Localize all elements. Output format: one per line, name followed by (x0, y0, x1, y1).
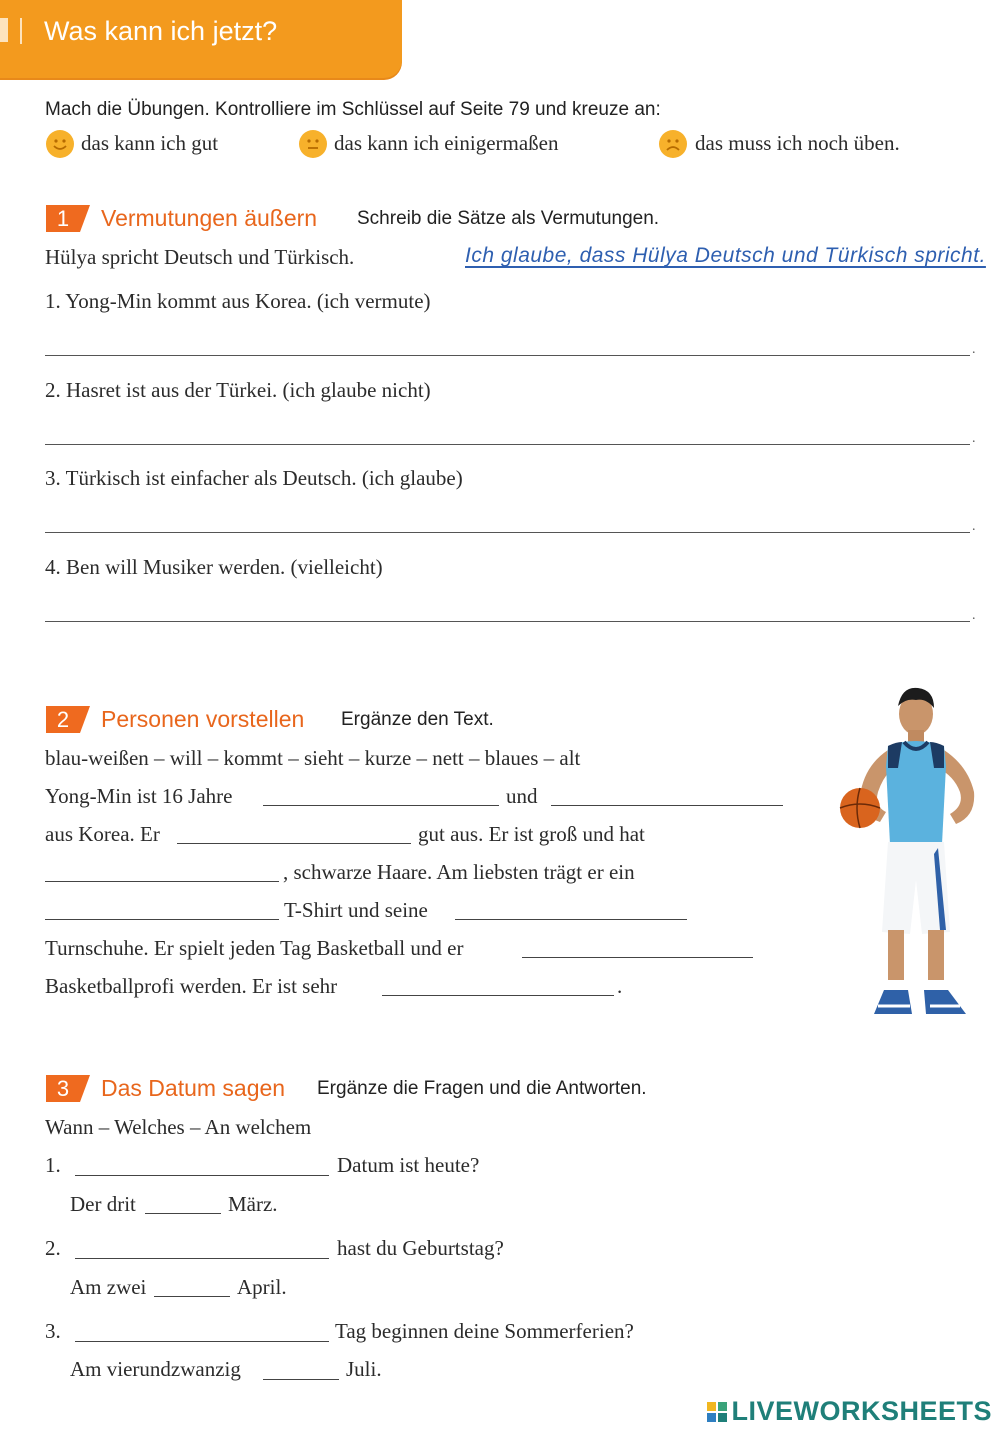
example-answer: Ich glaube, dass Hülya Deutsch und Türkisch spricht. (465, 244, 986, 267)
exercise-1-item-2: 2. Hasret ist aus der Türkei. (ich glaube nicht) (45, 378, 431, 402)
section-3-badge: 3 (46, 1075, 80, 1102)
section-1-title: Vermutungen äußern (101, 205, 318, 231)
answer-2-end: April. (237, 1275, 287, 1299)
section-2-badge: 2 (46, 706, 80, 733)
blank-field[interactable] (522, 957, 753, 958)
rating-label-practice: das muss ich noch üben. (695, 131, 900, 155)
word-bank-2: blau-weißen – will – kommt – sieht – kurze – nett – blaues – alt (45, 746, 581, 770)
question-3-number: 3. (45, 1319, 61, 1343)
blank-field[interactable] (75, 1258, 329, 1259)
section-1-badge: 1 (46, 205, 80, 232)
text-line-2a: aus Korea. Er (45, 822, 160, 846)
period-mark: . (972, 608, 976, 623)
exercise-1-item-1: 1. Yong-Min kommt aus Korea. (ich vermute) (45, 289, 431, 313)
blank-field[interactable] (75, 1175, 329, 1176)
blank-field[interactable] (382, 995, 614, 996)
exercise-1-item-4: 4. Ben will Musiker werden. (vielleicht) (45, 555, 383, 579)
answer-3-start: Am vierundzwanzig (70, 1357, 241, 1381)
text-line-3: , schwarze Haare. Am liebsten trägt er ein (283, 860, 635, 884)
text-line-1b: und (506, 784, 538, 808)
header-banner (0, 0, 402, 78)
logo-text: LIVEWORKSHEETS (731, 1396, 992, 1426)
rating-label-good: das kann ich gut (81, 131, 219, 155)
answer-3-end: Juli. (346, 1357, 382, 1381)
answer-field-2[interactable] (45, 444, 970, 445)
sad-smiley-icon (659, 130, 687, 158)
answer-field-3[interactable] (45, 532, 970, 533)
liveworksheets-logo (707, 1396, 992, 1427)
section-2-instruction: Ergänze den Text. (341, 709, 494, 730)
blank-field[interactable] (551, 805, 783, 806)
answer-field-1[interactable] (45, 355, 970, 356)
answer-field-4[interactable] (45, 621, 970, 622)
question-3-text: Tag beginnen deine Sommerferien? (335, 1319, 634, 1343)
question-2-text: hast du Geburtstag? (337, 1236, 504, 1260)
text-line-5: Turnschuhe. Er spielt jeden Tag Basketball und er (45, 936, 464, 960)
word-bank-3: Wann – Welches – An welchem (45, 1115, 312, 1139)
example-sentence: Hülya spricht Deutsch und Türkisch. (45, 245, 355, 269)
exercise-1-item-3: 3. Türkisch ist einfacher als Deutsch. (ich glaube) (45, 466, 463, 490)
question-1-number: 1. (45, 1153, 61, 1177)
blank-field[interactable] (45, 919, 279, 920)
blank-field[interactable] (263, 805, 499, 806)
neutral-smiley-icon (299, 130, 327, 158)
basketball-player-image (826, 684, 994, 1024)
blank-field[interactable] (177, 843, 411, 844)
text-line-1a: Yong-Min ist 16 Jahre (45, 784, 233, 808)
section-3-instruction: Ergänze die Fragen und die Antworten. (317, 1078, 647, 1099)
happy-smiley-icon (46, 130, 74, 158)
blank-field[interactable] (154, 1296, 230, 1297)
question-1-text: Datum ist heute? (337, 1153, 480, 1177)
blank-field[interactable] (145, 1213, 221, 1214)
text-line-6-period: . (617, 974, 623, 998)
answer-2-start: Am zwei (70, 1275, 147, 1299)
intro-instruction: Mach die Übungen. Kontrolliere im Schlüssel auf Seite 79 und kreuze an: (45, 99, 661, 120)
period-mark: . (972, 342, 976, 357)
blank-field[interactable] (263, 1379, 339, 1380)
logo-grid-icon (707, 1402, 727, 1422)
question-2-number: 2. (45, 1236, 61, 1260)
header-divider (20, 18, 22, 44)
period-mark: . (972, 431, 976, 446)
text-line-2b: gut aus. Er ist groß und hat (418, 822, 645, 846)
section-1-instruction: Schreib die Sätze als Vermutungen. (357, 208, 660, 229)
blank-field[interactable] (455, 919, 687, 920)
section-3-title: Das Datum sagen (101, 1075, 286, 1101)
page-title: Was kann ich jetzt? (44, 16, 278, 46)
blank-field[interactable] (45, 881, 279, 882)
section-2-title: Personen vorstellen (101, 706, 305, 732)
chapter-marker (0, 18, 8, 42)
period-mark: . (972, 519, 976, 534)
text-line-6: Basketballprofi werden. Er ist sehr (45, 974, 338, 998)
answer-1-end: März. (228, 1192, 278, 1216)
answer-1-start: Der drit (70, 1192, 136, 1216)
blank-field[interactable] (75, 1341, 329, 1342)
rating-label-okay: das kann ich einigermaßen (334, 131, 559, 155)
text-line-4: T-Shirt und seine (284, 898, 428, 922)
